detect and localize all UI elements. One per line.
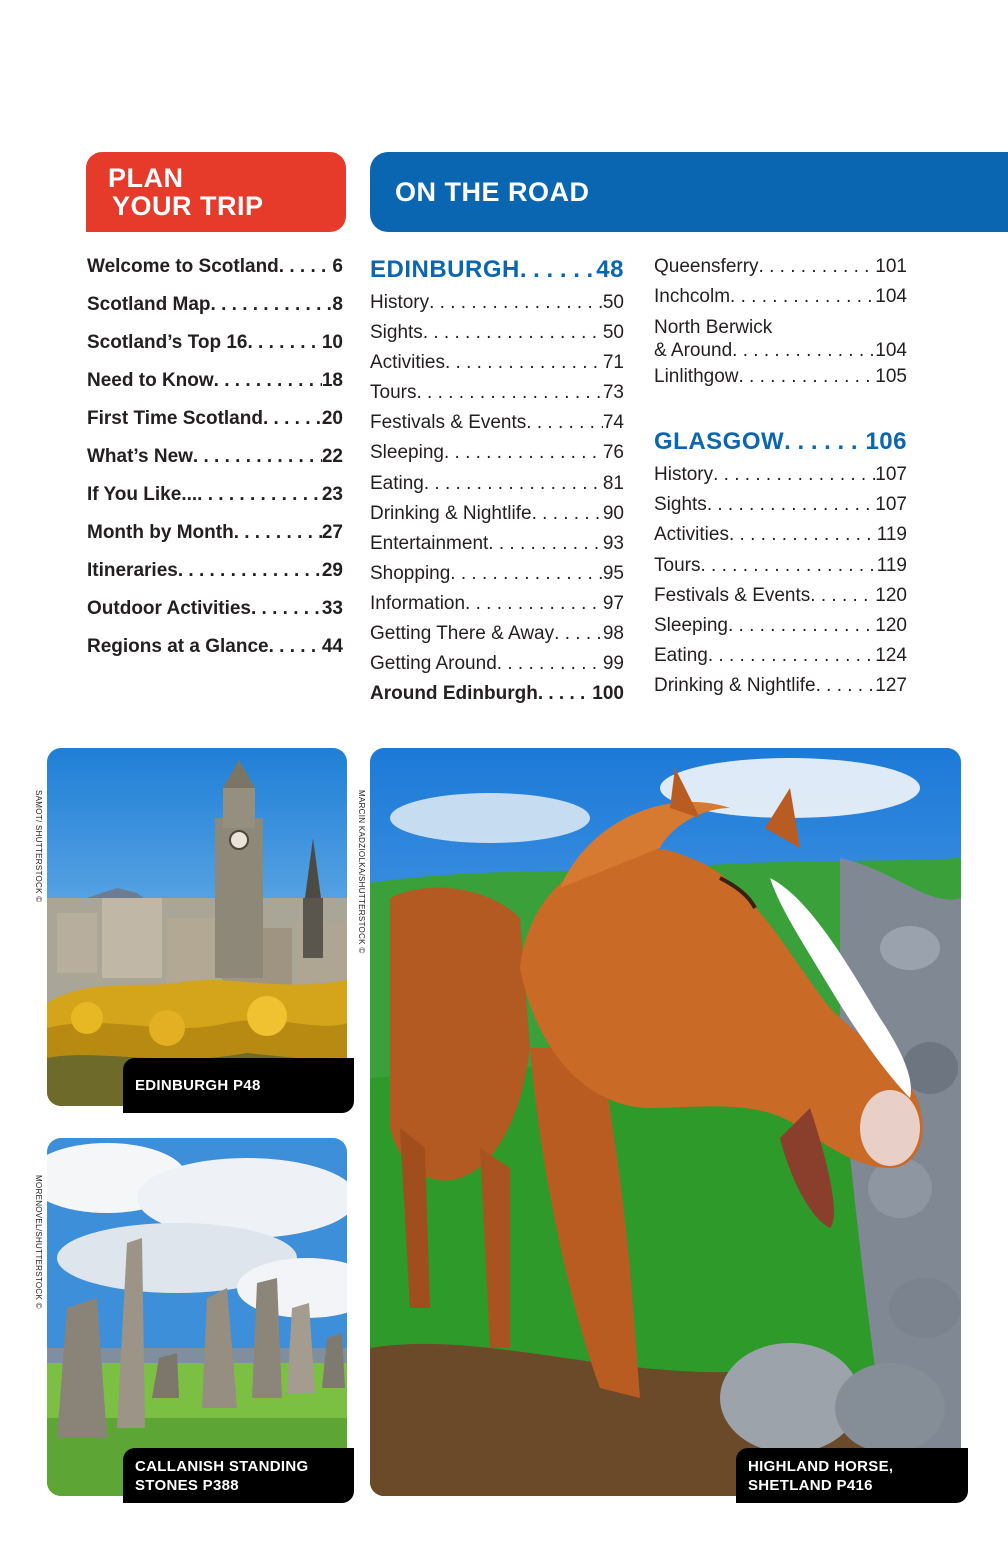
edinburgh-skyline-image (47, 748, 347, 1106)
toc-label: Month by Month (87, 522, 234, 543)
toc-entry[interactable] (370, 473, 624, 503)
dot-leader (423, 322, 603, 344)
toc-label: Activities (654, 524, 729, 546)
toc-entry[interactable] (370, 563, 624, 593)
dot-leader (554, 623, 603, 645)
dot-leader (279, 256, 333, 278)
section-page: 48 (596, 256, 624, 283)
dot-leader (729, 524, 877, 546)
toc-entry[interactable] (87, 446, 343, 484)
edinburgh-caption (123, 1058, 354, 1113)
toc-entry[interactable] (87, 370, 343, 408)
toc-label: First Time Scotland (87, 408, 263, 429)
plan-your-trip-list (87, 256, 343, 674)
toc-entry[interactable] (654, 256, 907, 286)
toc-label: History (370, 292, 430, 313)
toc-page: 104 (875, 340, 907, 362)
section-heading-glasgow[interactable] (654, 428, 907, 464)
toc-label: Itineraries (87, 560, 178, 581)
dot-leader (424, 473, 603, 495)
dot-leader (263, 408, 322, 430)
toc-label: Sights (654, 494, 707, 516)
toc-label: Entertainment (370, 532, 489, 554)
dot-leader (193, 446, 322, 468)
dot-leader (700, 555, 876, 577)
toc-page: 105 (875, 366, 907, 388)
dot-leader (497, 653, 603, 675)
horse-caption-line2: SHETLAND P416 (748, 1476, 873, 1494)
dot-leader (759, 256, 876, 278)
toc-entry[interactable] (654, 494, 907, 524)
toc-page: 22 (321, 446, 343, 467)
toc-page: 104 (875, 286, 907, 308)
toc-entry[interactable] (654, 555, 907, 585)
plan-banner-line2: YOUR TRIP (112, 191, 264, 221)
section-page: 106 (865, 428, 907, 456)
highland-horse-image (370, 748, 961, 1496)
horse-caption (736, 1448, 968, 1503)
toc-page: 97 (602, 592, 624, 614)
toc-page: 27 (321, 522, 343, 543)
toc-label: Information (370, 592, 466, 614)
toc-entry[interactable] (654, 316, 907, 366)
toc-page: 8 (332, 294, 343, 315)
toc-entry[interactable] (87, 598, 343, 636)
toc-entry[interactable] (654, 645, 907, 675)
horse-caption-line1: HIGHLAND HORSE, (748, 1457, 894, 1475)
toc-entry[interactable] (87, 636, 343, 674)
toc-label: If You Like... (87, 484, 198, 505)
callanish-caption-line1: CALLANISH STANDING (135, 1457, 309, 1475)
toc-entry[interactable] (370, 292, 624, 322)
toc-label: Regions at a Glance (87, 636, 269, 657)
toc-page: 124 (875, 644, 907, 666)
toc-label: Around Edinburgh (370, 683, 538, 705)
toc-entry[interactable] (654, 615, 907, 645)
toc-page: 73 (602, 382, 624, 404)
toc-entry[interactable] (370, 503, 624, 533)
toc-label: North Berwick (654, 317, 773, 339)
toc-page: 98 (602, 623, 624, 645)
section-heading-edinburgh[interactable] (370, 256, 624, 292)
toc-page: 50 (602, 292, 624, 313)
toc-label-line2: & Around (654, 340, 733, 362)
dot-leader (730, 286, 875, 308)
toc-entry[interactable] (370, 533, 624, 563)
toc-page: 100 (592, 683, 624, 705)
toc-page: 107 (875, 494, 907, 516)
toc-entry[interactable] (87, 294, 343, 332)
toc-label: Queensferry (654, 256, 759, 277)
dot-leader (708, 645, 875, 667)
toc-entry[interactable] (87, 522, 343, 560)
toc-entry[interactable] (654, 286, 907, 316)
toc-label: Activities (370, 352, 445, 374)
toc-page: 119 (876, 524, 907, 546)
toc-page: 44 (321, 636, 343, 657)
on-the-road-banner (370, 152, 1008, 232)
toc-entry[interactable] (370, 442, 624, 472)
toc-entry[interactable] (87, 408, 343, 446)
toc-page: 33 (321, 598, 343, 619)
toc-page: 23 (321, 484, 343, 505)
dot-leader (269, 636, 322, 658)
toc-label: Outdoor Activities (87, 598, 251, 619)
toc-page: 20 (321, 408, 343, 429)
toc-label: Sleeping (370, 442, 444, 464)
horse-photo[interactable] (370, 748, 961, 1496)
callanish-photo[interactable] (47, 1138, 347, 1496)
toc-entry[interactable] (370, 322, 624, 352)
dot-leader (816, 675, 876, 697)
horse-photo-credit: MARCIN KADZIOLKA/SHUTTERSTOCK © (357, 790, 366, 954)
toc-entry[interactable] (370, 623, 624, 653)
toc-entry[interactable] (87, 484, 343, 522)
toc-page: 10 (321, 332, 343, 353)
section-title: EDINBURGH (370, 256, 520, 283)
dot-leader (713, 464, 875, 486)
toc-label: Festivals & Events (370, 412, 527, 434)
dot-leader (211, 294, 333, 316)
toc-entry[interactable] (654, 366, 907, 396)
toc-page: 120 (875, 584, 907, 606)
edinburgh-caption-text: EDINBURGH P48 (135, 1077, 261, 1094)
toc-entry[interactable] (87, 332, 343, 370)
toc-entry[interactable] (370, 593, 624, 623)
toc-label: Sights (370, 322, 423, 344)
dot-leader (532, 503, 603, 525)
dot-leader (488, 533, 603, 555)
dot-leader (707, 494, 875, 516)
toc-entry[interactable] (370, 412, 624, 442)
toc-label: Drinking & Nightlife (370, 502, 532, 524)
toc-label: Scotland’s Top 16 (87, 332, 248, 353)
toc-page: 101 (875, 256, 907, 277)
callanish-caption (123, 1448, 354, 1503)
toc-label: Shopping (370, 562, 451, 584)
toc-page: 6 (332, 256, 343, 277)
toc-page: 95 (602, 562, 624, 584)
toc-page: 90 (602, 502, 624, 524)
toc-label: Linlithgow (654, 366, 739, 388)
dot-leader (465, 593, 603, 615)
toc-label: Eating (370, 472, 424, 494)
toc-page: 71 (602, 352, 624, 374)
dot-leader (234, 522, 322, 544)
toc-page: 119 (876, 554, 907, 576)
plan-banner-line1: PLAN (108, 163, 184, 193)
toc-page: 50 (602, 322, 624, 344)
toc-label: Inchcolm (654, 286, 731, 308)
toc-label: History (654, 464, 714, 486)
toc-page: 107 (875, 464, 907, 486)
toc-entry[interactable] (370, 653, 624, 683)
toc-page: 29 (321, 560, 343, 581)
dot-leader (178, 560, 322, 582)
toc-page: 74 (602, 412, 624, 434)
toc-label: Drinking & Nightlife (654, 674, 816, 696)
section-title: GLASGOW (654, 428, 785, 456)
dot-leader (445, 352, 603, 374)
toc-entry[interactable] (370, 382, 624, 412)
dot-leader (526, 412, 603, 434)
toc-entry[interactable] (654, 524, 907, 554)
around-and-glasgow-section (654, 256, 907, 705)
dot-leader (197, 484, 322, 506)
edinburgh-section (370, 256, 624, 713)
toc-entry[interactable] (370, 352, 624, 382)
toc-page: 127 (875, 674, 907, 696)
toc-page: 81 (602, 472, 624, 494)
toc-label: Tours (370, 382, 417, 404)
toc-entry[interactable] (654, 585, 907, 615)
toc-label: Eating (654, 644, 708, 666)
road-banner-title: ON THE ROAD (395, 176, 590, 207)
standing-stones-image (47, 1138, 347, 1496)
dot-leader (429, 292, 603, 314)
dot-leader (728, 615, 875, 637)
toc-page: 99 (602, 653, 624, 675)
toc-label: What’s New (87, 446, 193, 467)
edinburgh-photo[interactable] (47, 748, 347, 1106)
dot-leader (732, 340, 875, 362)
toc-entry[interactable] (87, 256, 343, 294)
toc-entry[interactable] (654, 464, 907, 494)
callanish-photo-credit: MORENOVEL/SHUTTERSTOCK © (34, 1175, 43, 1309)
dot-leader (520, 256, 596, 284)
toc-page: 18 (321, 370, 343, 391)
dot-leader (810, 585, 875, 607)
dot-leader (784, 428, 865, 456)
toc-entry[interactable] (654, 675, 907, 705)
toc-entry-around-edinburgh[interactable] (370, 683, 624, 713)
plan-your-trip-banner (86, 152, 346, 232)
dot-leader (538, 683, 592, 705)
dot-leader (214, 370, 322, 392)
toc-label: Getting There & Away (370, 623, 555, 645)
toc-label: Welcome to Scotland (87, 256, 279, 277)
toc-label: Tours (654, 554, 701, 576)
toc-page: 93 (602, 532, 624, 554)
toc-entry[interactable] (87, 560, 343, 598)
dot-leader (739, 366, 876, 388)
dot-leader (416, 382, 602, 404)
dot-leader (444, 442, 603, 464)
toc-page: 120 (875, 614, 907, 636)
toc-label: Sleeping (654, 614, 728, 636)
toc-label: Festivals & Events (654, 584, 811, 606)
toc-page: 76 (602, 442, 624, 464)
edinburgh-photo-credit: SAMOT/ SHUTTERSTOCK © (34, 790, 43, 903)
dot-leader (251, 598, 322, 620)
toc-label: Scotland Map (87, 294, 211, 315)
dot-leader (247, 332, 321, 354)
toc-label: Need to Know (87, 370, 214, 391)
callanish-caption-line2: STONES P388 (135, 1476, 239, 1494)
dot-leader (450, 563, 603, 585)
toc-label: Getting Around (370, 653, 497, 675)
